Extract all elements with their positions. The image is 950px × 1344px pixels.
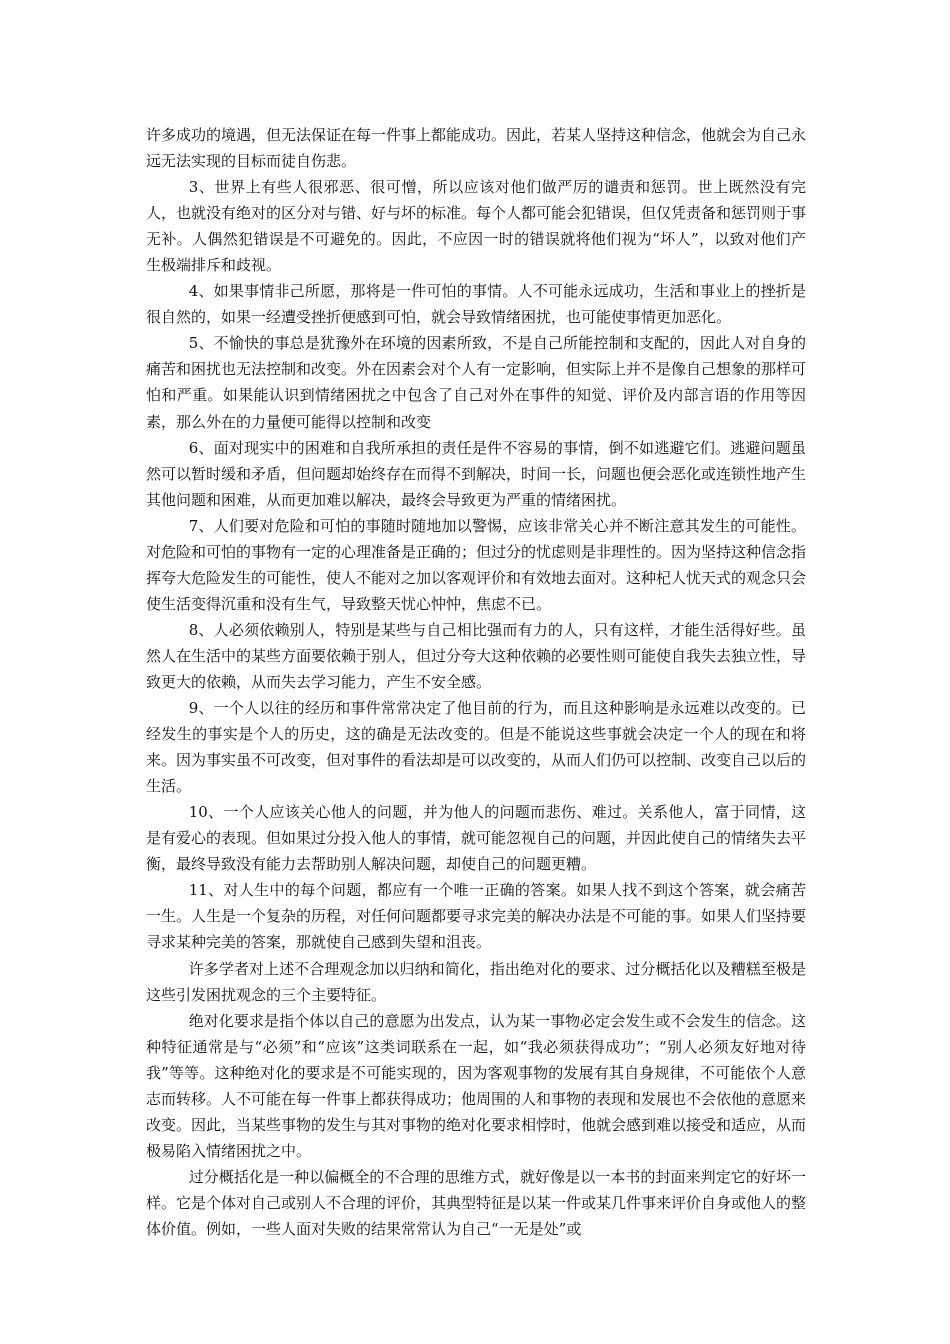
paragraph: 许多成功的境遇，但无法保证在每一件事上都能成功。因此，若某人坚持这种信念，他就会为自己永远无法实现的目标而徒自伤悲。	[146, 126, 807, 171]
paragraph: 5、不愉快的事总是犹豫外在环境的因素所致，不是自己所能控制和支配的，因此人对自身的痛苦和困扰也无法控制和改变。外在因素会对个人有一定影响，但实际上并不是像自己想象的那样可怕和严重。如果能认识到情绪困扰之中包含了自己对外在事件的知觉、评价及内部言语的作用等因素，那么外在的力量便可能得以控制和改变	[146, 334, 807, 431]
paragraph: 6、面对现实中的困难和自我所承担的责任是件不容易的事情，倒不如逃避它们。逃避问题虽然可以暂时缓和矛盾，但问题却始终存在而得不到解决，时间一长，问题也便会恶化或连锁性地产生其他问题和困难，从而更加难以解决，最终会导致更为严重的情绪困扰。	[146, 438, 807, 509]
paragraph: 3、世界上有些人很邪恶、很可憎，所以应该对他们做严厉的谴责和惩罚。世上既然没有完人，也就没有绝对的区分对与错、好与坏的标准。每个人都可能会犯错误，但仅凭责备和惩罚则于事无补。人偶然犯错误是不可避免的。因此，不应因一时的错误就将他们视为“坏人”，以致对他们产生极端排斥和歧视。	[146, 178, 807, 275]
paragraph: 过分概括化是一种以偏概全的不合理的思维方式，就好像是以一本书的封面来判定它的好坏一样。它是个体对自己或别人不合理的评价，其典型特征是以某一件或某几件事来评价自身或他人的整体价值。例如，一些人面对失败的结果常常认为自己“一无是处”或	[146, 1167, 807, 1238]
paragraph: 绝对化要求是指个体以自己的意愿为出发点，认为某一事物必定会发生或不会发生的信念。这种特征通常是与“必须”和“应该”这类词联系在一起，如“我必须获得成功”；“别人必须友好地对待我”等等。这种绝对化的要求是不可能实现的，因为客观事物的发展有其自身规律，不可能依个人意志而转移。人不可能在每一件事上都获得成功；他周围的人和事物的表现和发展也不会依他的意愿来改变。因此，当某些事物的发生与其对事物的绝对化要求相悖时，他就会感到难以接受和适应，从而极易陷入情绪困扰之中。	[146, 1011, 807, 1160]
document-body	[146, 122, 806, 1242]
paragraph: 9、一个人以往的经历和事件常常决定了他目前的行为，而且这种影响是永远难以改变的。已经发生的事实是个人的历史，这的确是无法改变的。但是不能说这些事就会决定一个人的现在和将来。因为事实虽不可改变，但对事件的看法却是可以改变的，从而人们仍可以控制、改变自己以后的生活。	[146, 699, 807, 796]
paragraph: 4、如果事情非己所愿，那将是一件可怕的事情。人不可能永远成功，生活和事业上的挫折是很自然的，如果一经遭受挫折便感到可怕，就会导致情绪困扰，也可能使事情更加恶化。	[146, 282, 806, 327]
paragraph: 10、一个人应该关心他人的问题，并为他人的问题而悲伤、难过。关系他人，富于同情，这是有爱心的表现。但如果过分投入他人的事情，就可能忽视自己的问题，并因此使自己的情绪失去平衡，最终导致没有能力去帮助别人解决问题，却使自己的问题更糟。	[146, 803, 807, 874]
paragraph: 7、人们要对危险和可怕的事随时随地加以警惕，应该非常关心并不断注意其发生的可能性。对危险和可怕的事物有一定的心理准备是正确的；但过分的忧虑则是非理性的。因为坚持这种信念指挥夸大危险发生的可能性，使人不能对之加以客观评价和有效地去面对。这种杞人忧天式的观念只会使生活变得沉重和没有生气，导致整天忧心忡忡，焦虑不已。	[146, 516, 807, 613]
paragraph: 8、人必须依赖别人，特别是某些与自己相比强而有力的人，只有这样，才能生活得好些。虽然人在生活中的某些方面要依赖于别人，但过分夸大这种依赖的必要性则可能使自我失去独立性，导致更大的依赖，从而失去学习能力，产生不安全感。	[146, 620, 807, 691]
paragraph: 许多学者对上述不合理观念加以归纳和简化，指出绝对化的要求、过分概括化以及糟糕至极是这些引发困扰观念的三个主要特征。	[146, 959, 806, 1004]
paragraph: 11、对人生中的每个问题，都应有一个唯一正确的答案。如果人找不到这个答案，就会痛苦一生。人生是一个复杂的历程，对任何问题都要寻求完美的解决办法是不可能的事。如果人们坚持要寻求某种完美的答案，那就使自己感到失望和沮丧。	[146, 881, 807, 952]
